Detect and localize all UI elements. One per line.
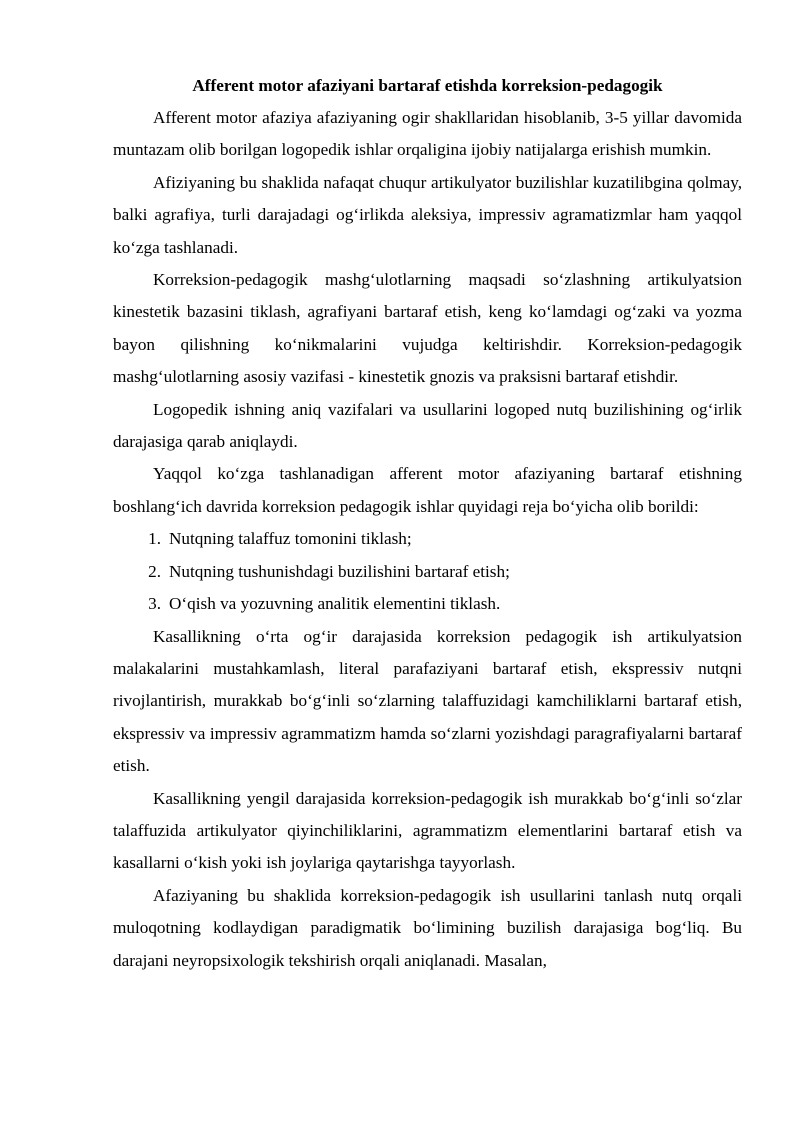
list-item-number: 3. (148, 594, 161, 614)
paragraph: Afferent motor afaziya afaziyaning ogir shakllaridan hisoblanib, 3-5 yillar davomida muntazam olib borilgan logopedik ishlar orqaligina ijobiy natijalarga erishish mumkin. (113, 108, 742, 160)
list-item (113, 523, 742, 555)
list-item-number: 1. (148, 529, 161, 549)
numbered-list (113, 523, 742, 620)
list-item-text: Nutqning tushunishdagi buzilishini bartaraf etish; (169, 561, 510, 581)
paragraph: Kasallikning o‘rta og‘ir darajasida korreksion pedagogik ish artikulyatsion malakalarini mustahkamlash, literal parafaziyani bartaraf etish, ekspressiv nutqni rivojlantirish, murakkab bo‘g‘inli so‘zlarning talaffuzidagi kamchiliklarni bartaraf etish, ekspressiv va impressiv agrammatizm hamda so‘zlarni yozishdagi paragrafiyalarni bartaraf etish. (113, 626, 742, 776)
list-item (113, 588, 742, 620)
paragraph: Korreksion-pedagogik mashg‘ulotlarning maqsadi so‘zlashning artikulyatsion kinestetik bazasini tiklash, agrafiyani bartaraf etish, keng ko‘lamdagi og‘zaki va yozma bayon qilishning ko‘nikmalarini vujudga keltirishdir. Korreksion-pedagogik mashg‘ulotlarning asosiy vazifasi - kinestetik gnozis va praksisni bartaraf etishdir. (113, 270, 742, 387)
paragraph: Afaziyaning bu shaklida korreksion-pedagogik ish usullarini tanlash nutq orqali muloqotning kodlaydigan paradigmatik bo‘limining buzilish darajasiga bog‘liq. Bu darajani neyropsixologik tekshirish orqali aniqlanadi. Masalan, (113, 885, 742, 970)
paragraph: Logopedik ishning aniq vazifalari va usullarini logoped nutq buzilishining og‘irlik darajasiga qarab aniqlaydi. (113, 399, 742, 452)
list-item-text: Nutqning talaffuz tomonini tiklash; (169, 529, 412, 549)
paragraph: Kasallikning yengil darajasida korreksion-pedagogik ish murakkab bo‘g‘inli so‘zlar talaffuzida artikulyator qiyinchiliklarini, agrammatizm elementlarini bartaraf etish va kasallarni o‘kish yoki ish joylariga qaytarishga tayyorlash. (113, 788, 742, 873)
document-title: Afferent motor afaziyani bartaraf etishda korreksion-pedagogik (192, 76, 663, 95)
paragraph: Afiziyaning bu shaklida nafaqat chuqur artikulyator buzilishlar kuzatilibgina qolmay, balki agrafiya, turli darajadagi og‘irlikda aleksiya, impressiv agramatizmlar ham yaqqol ko‘zga tashlanadi. (113, 172, 742, 257)
paragraph: Yaqqol ko‘zga tashlanadigan afferent motor afaziyaning bartaraf etishning boshlang‘ich davrida korreksion pedagogik ishlar quyidagi reja bo‘yicha olib borildi: (113, 464, 742, 516)
list-item-text: O‘qish va yozuvning analitik elementini tiklash. (169, 594, 501, 614)
list-item (113, 556, 742, 588)
document-page (113, 70, 742, 977)
list-item-number: 2. (148, 561, 161, 581)
